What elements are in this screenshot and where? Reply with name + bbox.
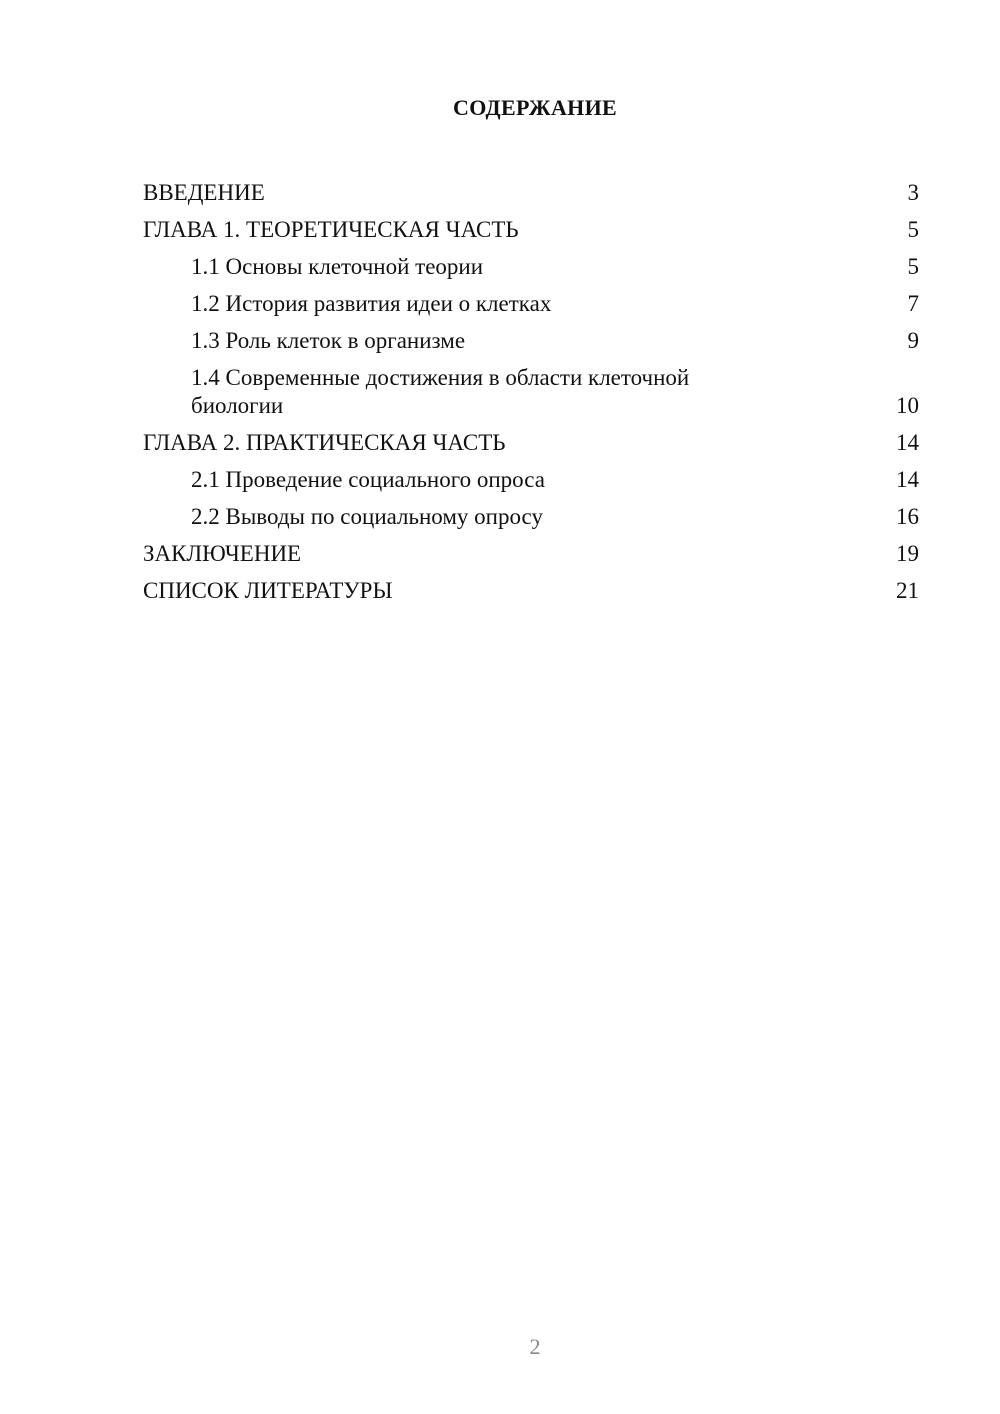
toc-entry-page: 5 [907, 217, 919, 242]
toc-entry-page: 7 [907, 291, 919, 316]
toc-entry-label: 1.3 Роль клеток в организме [191, 328, 466, 353]
toc-entry-label: ГЛАВА 1. ТЕОРЕТИЧЕСКАЯ ЧАСТЬ [143, 217, 519, 242]
toc-entry-2-2 [143, 494, 919, 531]
toc-entry-label: ГЛАВА 2. ПРАКТИЧЕСКАЯ ЧАСТЬ [143, 430, 506, 455]
page-title: СОДЕРЖАНИЕ [453, 95, 617, 120]
toc-entry-label: ЗАКЛЮЧЕНИЕ [143, 541, 302, 566]
toc-entry-page: 21 [896, 578, 919, 603]
toc-entry-2-1 [143, 457, 919, 494]
toc-entry-page: 9 [907, 328, 919, 353]
toc-entry-label: ВВЕДЕНИЕ [143, 180, 265, 205]
toc-entry-label: 2.2 Выводы по социальному опросу [191, 504, 543, 529]
toc-entry-page: 5 [907, 254, 919, 279]
toc-entry-1-4 [143, 355, 919, 420]
table-of-contents [143, 170, 919, 605]
toc-entry-label: 2.1 Проведение социального опроса [191, 467, 545, 492]
toc-entry-page: 16 [896, 504, 919, 529]
toc-entry-label: 1.2 История развития идеи о клетках [191, 291, 552, 316]
toc-entry-chapter-1 [143, 207, 919, 244]
toc-entry-chapter-2 [143, 420, 919, 457]
toc-entry-conclusion [143, 531, 919, 568]
toc-entry-label: 1.4 Современные достижения в области клеточной биологии [191, 365, 690, 418]
toc-entry-1-2 [143, 281, 919, 318]
toc-entry-page: 10 [896, 393, 919, 418]
toc-entry-1-3 [143, 318, 919, 355]
page-number: 2 [529, 1334, 541, 1359]
toc-entry-1-1 [143, 244, 919, 281]
toc-entry-page: 19 [896, 541, 919, 566]
toc-entry-page: 14 [896, 467, 919, 492]
toc-entry-introduction [143, 170, 919, 207]
toc-entry-page: 3 [907, 180, 919, 205]
toc-entry-label: 1.1 Основы клеточной теории [191, 254, 484, 279]
toc-entry-label: СПИСОК ЛИТЕРАТУРЫ [143, 578, 393, 603]
toc-entry-page: 14 [896, 430, 919, 455]
toc-entry-references [143, 568, 919, 605]
